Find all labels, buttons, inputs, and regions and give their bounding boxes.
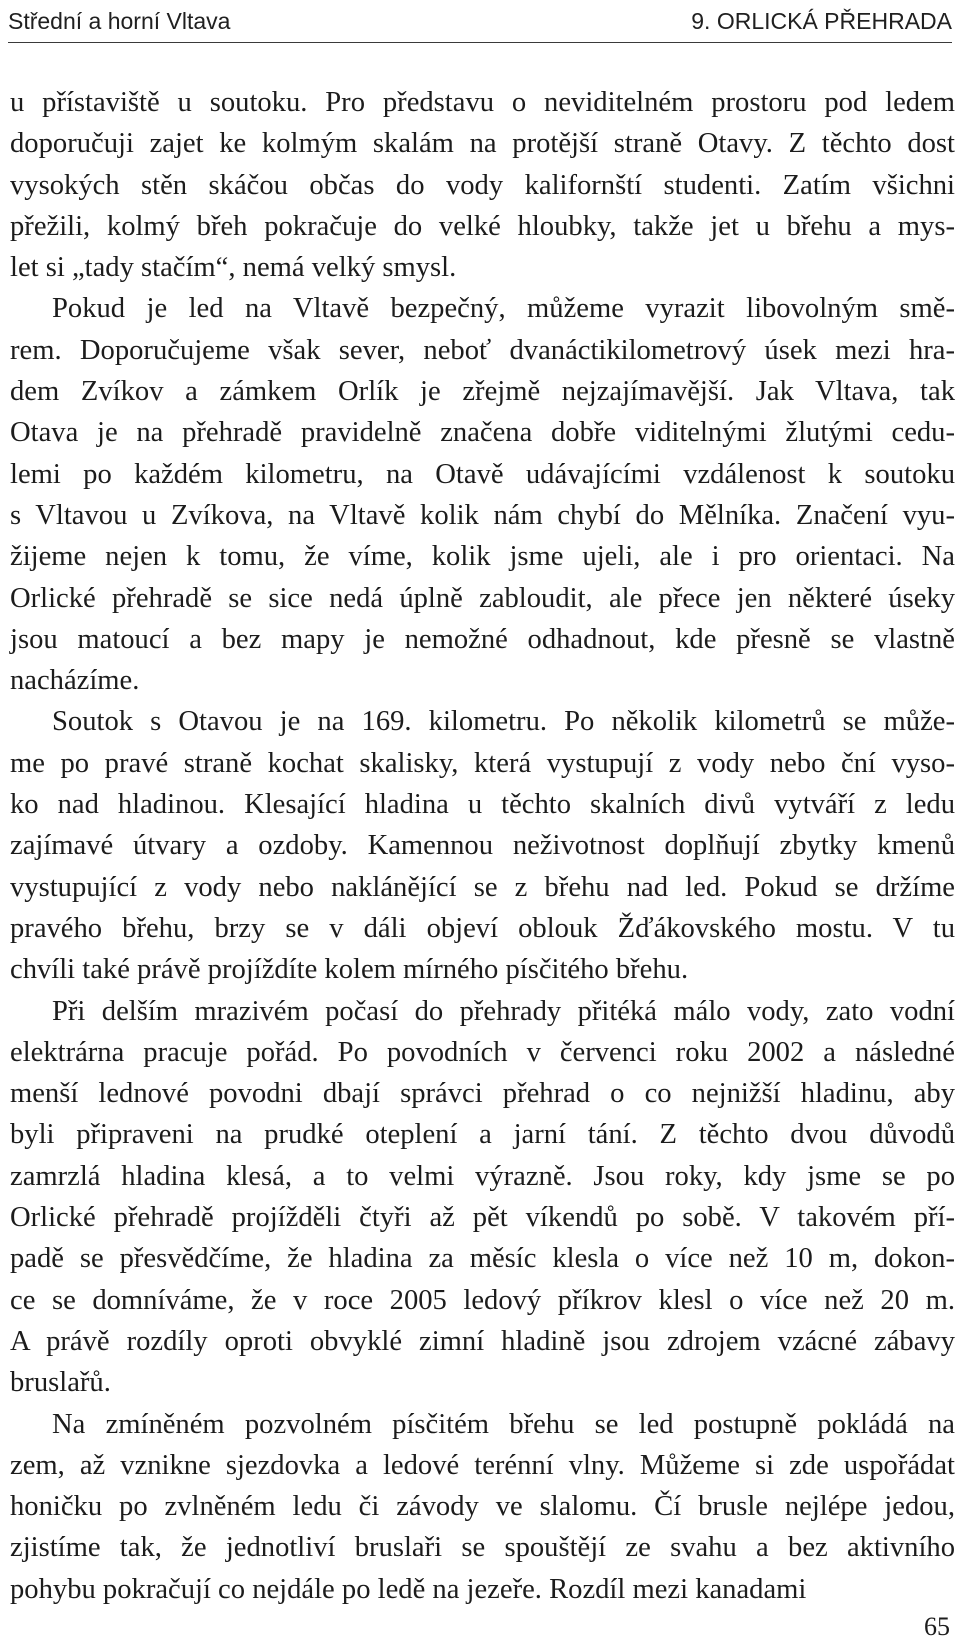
text-line: A právě rozdíly oproti obvyklé zimní hladině jsou zdrojem vzácné zábavy bbox=[10, 1325, 955, 1357]
text-line: let si „tady stačím“, nemá velký smysl. bbox=[10, 252, 457, 284]
text-line: Pokud je led na Vltavě bezpečný, můžeme vyrazit libovolným smě- bbox=[52, 293, 955, 325]
text-line: honičku po zvlněném ledu či závody ve slalomu. Čí brusle nejlépe jedou, bbox=[10, 1491, 955, 1523]
paragraph bbox=[10, 288, 955, 701]
text-line: bruslařů. bbox=[10, 1367, 111, 1399]
page-number: 65 bbox=[924, 1612, 950, 1641]
text-line: Orlické přehradě projížděli čtyři až pět víkendů po sobě. V takovém pří- bbox=[10, 1202, 955, 1234]
text-line: Orlické přehradě se sice nedá úplně zabloudit, ale přece jen některé úseky bbox=[10, 582, 955, 614]
text-line: byli připraveni na prudké oteplení a jarní tání. Z těchto dvou důvodů bbox=[10, 1119, 955, 1151]
text-line: vystupující z vody nebo naklánějící se z břehu nad led. Pokud se držíme bbox=[10, 871, 955, 903]
paragraph bbox=[10, 991, 955, 1404]
text-line: nacházíme. bbox=[10, 665, 140, 697]
text-line: doporučuji zajet ke kolmým skalám na protější straně Otavy. Z těchto dost bbox=[10, 128, 955, 160]
text-line: vysokých stěn skáčou občas do vody kalifornští studenti. Zatím všichni bbox=[10, 169, 955, 201]
text-line: chvíli také právě projíždíte kolem mírného písčitého břehu. bbox=[10, 954, 689, 986]
text-line: ce se domníváme, že v roce 2005 ledový příkrov klesl o více než 20 m. bbox=[10, 1284, 955, 1316]
text-line: me po pravé straně kochat skalisky, která vystupují z vody nebo ční vyso- bbox=[10, 747, 955, 779]
text-line: přežili, kolmý břeh pokračuje do velké hloubky, takže jet u břehu a mys- bbox=[10, 210, 955, 242]
text-line: ko nad hladinou. Klesající hladina u těchto skalních divů vytváří z ledu bbox=[10, 789, 955, 821]
text-line: pohybu pokračují co nejdále po ledě na jezeře. Rozdíl mezi kanadami bbox=[10, 1573, 807, 1605]
text-line: elektrárna pracuje pořád. Po povodních v červenci roku 2002 a následné bbox=[10, 1036, 955, 1068]
chapter-section-title: Střední a horní Vltava bbox=[8, 7, 231, 34]
running-header bbox=[8, 0, 952, 42]
paragraph bbox=[10, 701, 955, 990]
text-line: Při delším mrazivém počasí do přehrady přitéká málo vody, zato vodní bbox=[52, 995, 955, 1027]
text-line: zamrzlá hladina klesá, a to velmi výrazně. Jsou roky, kdy jsme se po bbox=[10, 1160, 955, 1192]
text-line: Na zmíněném pozvolném písčitém břehu se led postupně pokládá na bbox=[52, 1408, 955, 1440]
text-line: pravého břehu, brzy se v dáli objeví oblouk Žďákovského mostu. V tu bbox=[10, 912, 955, 944]
text-line: jsou matoucí a bez mapy je nemožné odhadnout, kde přesně se vlastně bbox=[10, 623, 955, 655]
text-line: zem, až vznikne sjezdovka a ledové terénní vlny. Můžeme si zde uspořádat bbox=[10, 1449, 955, 1481]
text-line: Soutok s Otavou je na 169. kilometru. Po několik kilometrů se může- bbox=[52, 706, 955, 738]
paragraph bbox=[10, 82, 955, 288]
text-line: s Vltavou u Zvíkova, na Vltavě kolik nám chybí do Mělníka. Značení vyu- bbox=[10, 499, 955, 531]
chapter-title: 9. ORLICKÁ PŘEHRADA bbox=[691, 7, 952, 34]
text-line: Otava je na přehradě pravidelně značena dobře viditelnými žlutými cedu- bbox=[10, 417, 955, 449]
body-text bbox=[10, 82, 955, 1610]
text-line: menší lednové povodni dbají správci přehrad o co nejnižší hladinu, aby bbox=[10, 1078, 955, 1110]
text-line: dem Zvíkov a zámkem Orlík je zřejmě nejzajímavější. Jak Vltava, tak bbox=[10, 376, 955, 408]
text-line: zajímavé útvary a ozdoby. Kamennou neživotnost doplňují zbytky kmenů bbox=[10, 830, 955, 862]
text-line: lemi po každém kilometru, na Otavě udávajícími vzdálenost k soutoku bbox=[10, 458, 955, 490]
paragraph bbox=[10, 1404, 955, 1610]
text-line: rem. Doporučujeme však sever, neboť dvanáctikilometrový úsek mezi hra- bbox=[10, 334, 955, 366]
text-line: žijeme nejen k tomu, že víme, kolik jsme ujeli, ale i pro orientaci. Na bbox=[10, 541, 955, 573]
text-line: padě se přesvědčíme, že hladina za měsíc klesla o více než 10 m, dokon- bbox=[10, 1243, 955, 1275]
text-line: zjistíme tak, že jednotliví bruslaři se spouštějí ze svahu a bez aktivního bbox=[10, 1532, 955, 1564]
text-line: u přístaviště u soutoku. Pro představu o neviditelném prostoru pod ledem bbox=[10, 87, 955, 118]
header-divider bbox=[8, 42, 952, 43]
